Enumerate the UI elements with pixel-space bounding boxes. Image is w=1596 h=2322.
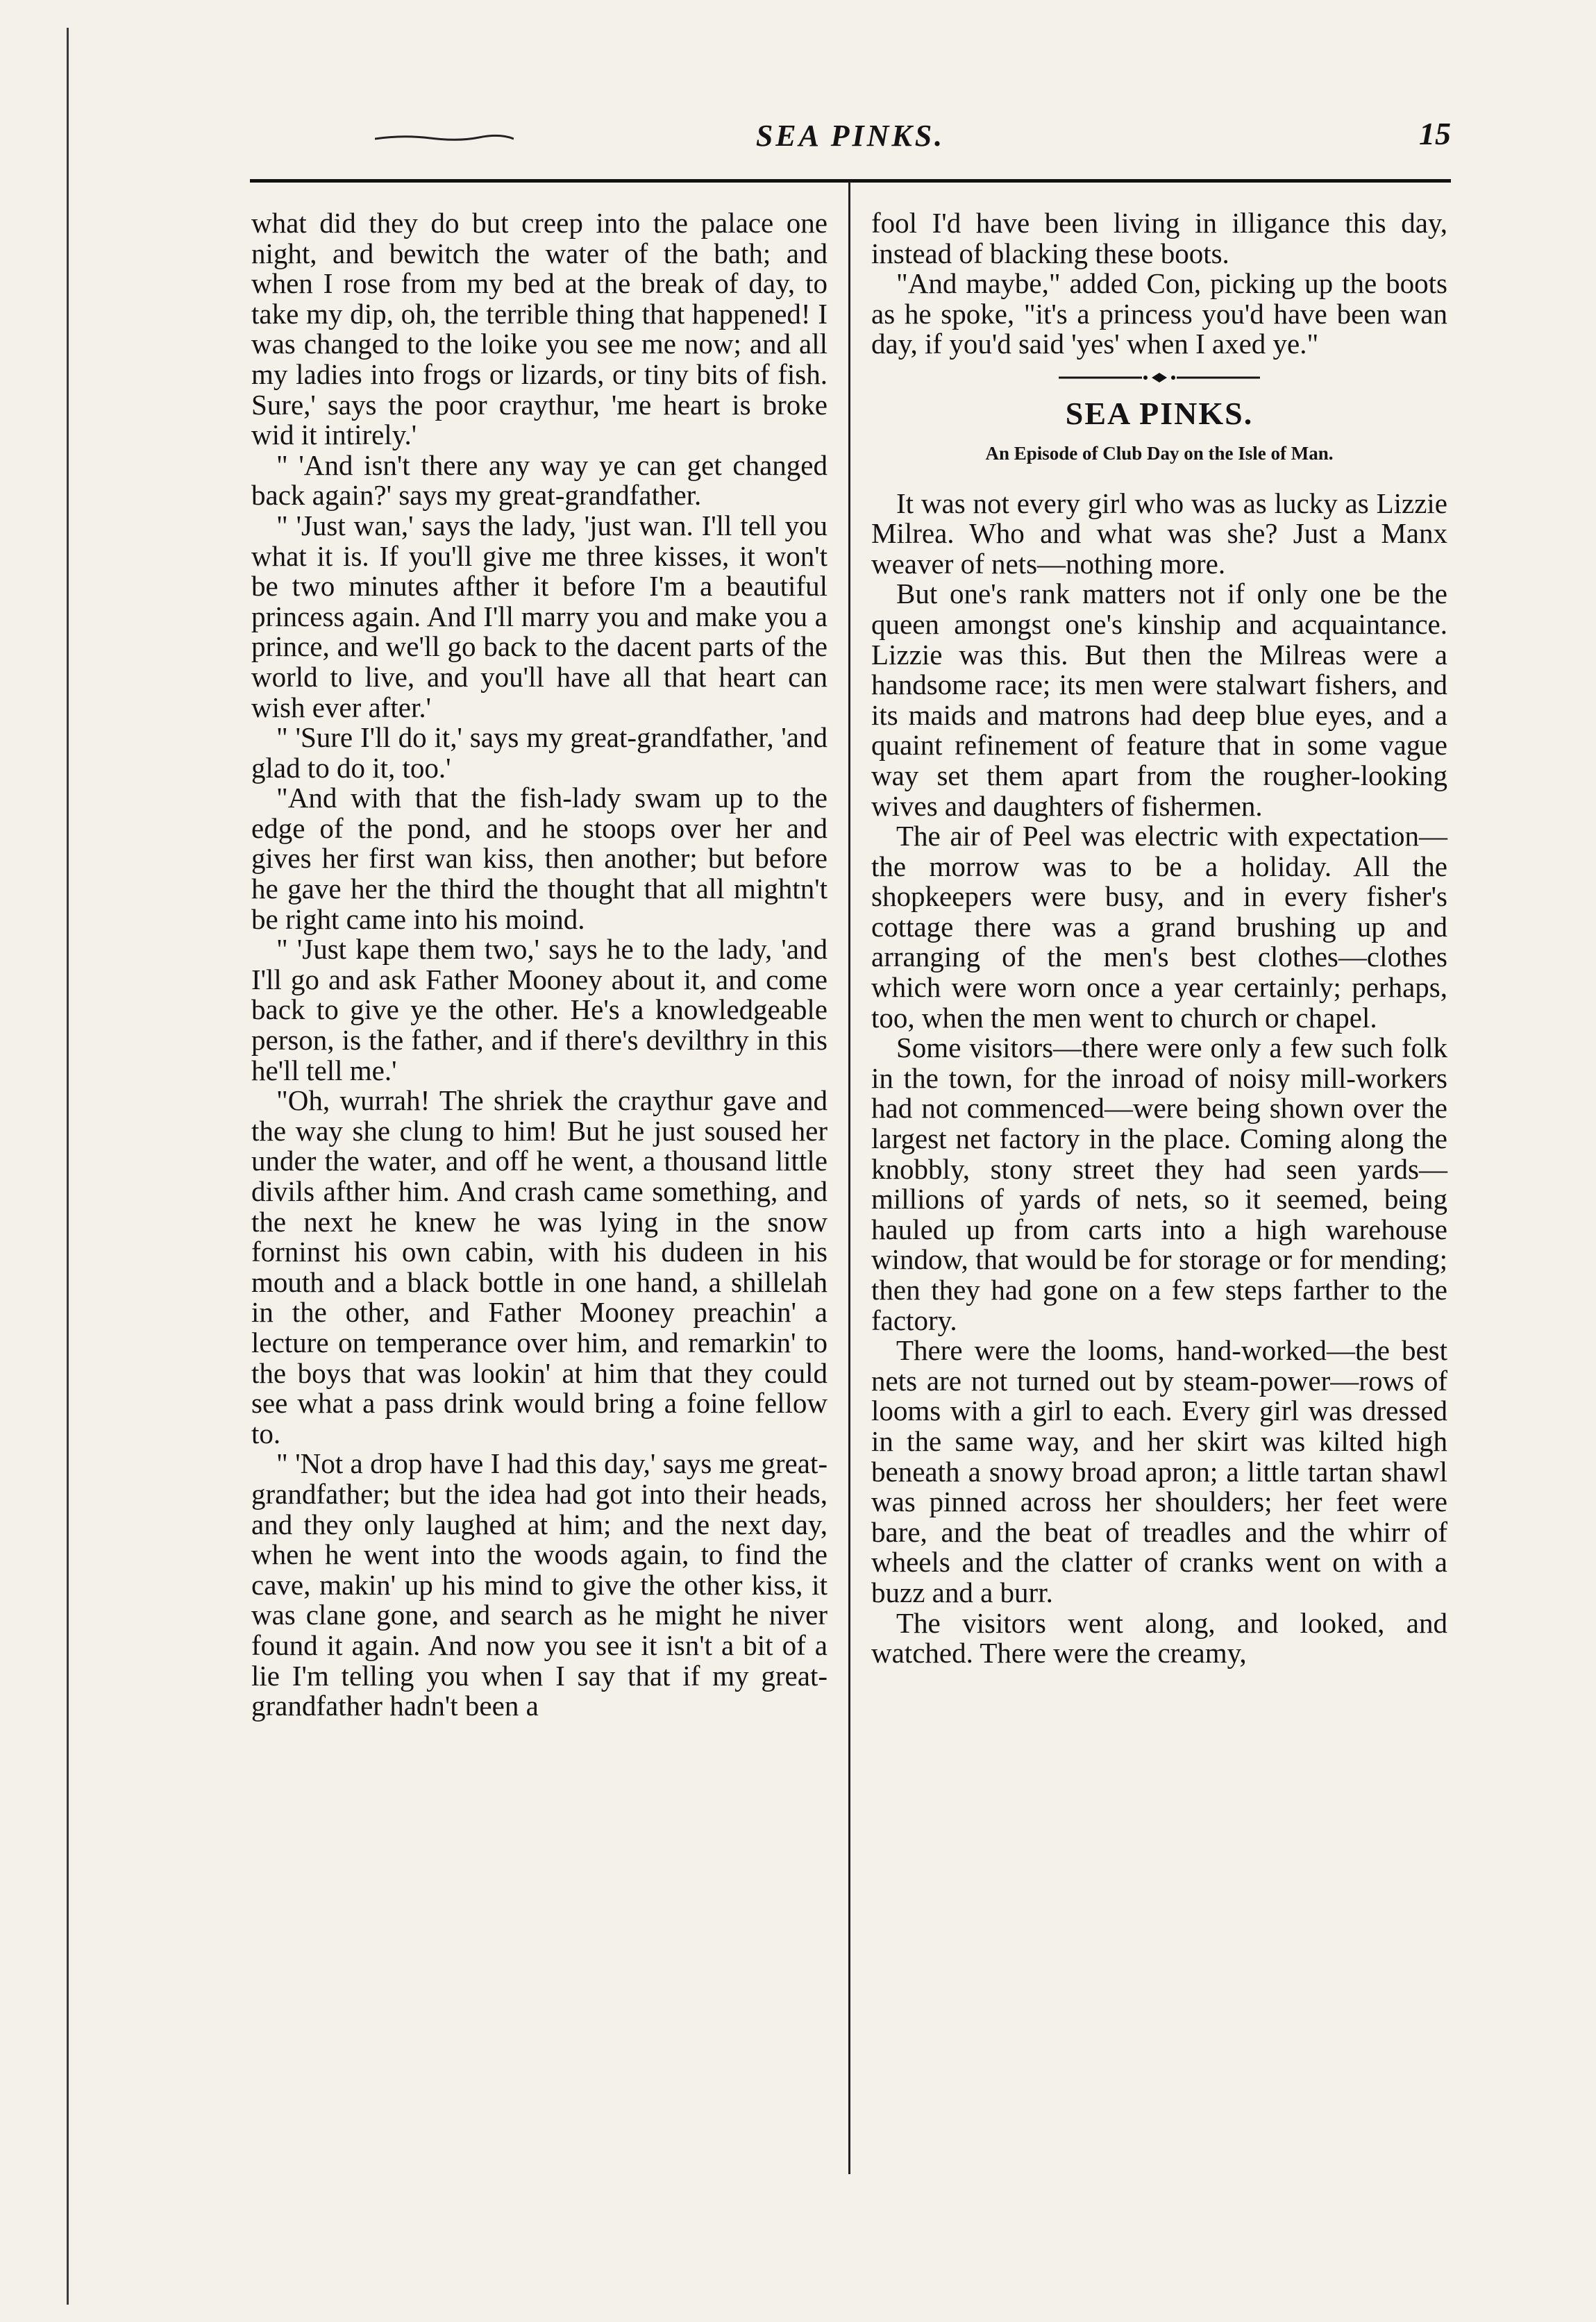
paragraph: It was not every girl who was as lucky as Lizzie Milrea. Who and what was she? Just a Manx weaver of nets—nothing more. xyxy=(871,487,1447,580)
column-divider xyxy=(848,182,850,2174)
paragraph: The visitors went along, and looked, and watched. There were the creamy, xyxy=(871,1606,1447,1669)
paragraph: "And maybe," added Con, picking up the boots as he spoke, "it's a princess you'd have been wan day, if you'd said 'yes' when I axed ye." xyxy=(871,267,1447,360)
paragraph: " 'Not a drop have I had this day,' says me great-grandfather; but the idea had got into their heads, and they only laughed at him; and the next day, when he went into the woods again, to find the cave, makin' up his mind to give the other kiss, it was clane gone, and search as he might he niver found it again. And now you see it isn't a bit of a lie I'm telling you when I say that if my great-grandfather hadn't been a xyxy=(251,1447,828,1722)
paragraph: " 'Just wan,' says the lady, 'just wan. I'll tell you what it is. If you'll give me three kisses, it won't be two minutes afther it before I'm a beautiful princess again. And I'll marry you and make you a prince, and we'll go back to the dacent parts of the world to live, and you'll have all that heart can wish ever after.' xyxy=(251,509,828,723)
paragraph: But one's rank matters not if only one be the queen amongst one's kinship and acquaintance. Lizzie was this. But then the Milreas were a handsome race; its men were stalwart fishers, and its maids and matrons had deep blue eyes, and a quaint refinement of feature that in some vague way set them apart from the rougher-looking wives and daughters of fishermen. xyxy=(871,578,1447,822)
left-column xyxy=(251,208,828,2194)
binding-margin-line xyxy=(67,28,69,2305)
paragraph: The air of Peel was electric with expectation—the morrow was to be a holiday. All the shopkeepers were busy, and in every fisher's cottage there was a grand brushing up and arranging of the men's best clothes—clothes which were worn once a year certainly; perhaps, too, when the men went to church or chapel. xyxy=(871,820,1447,1034)
article-subtitle: An Episode of Club Day on the Isle of Man. xyxy=(985,442,1334,464)
right-column xyxy=(871,208,1447,2194)
paragraph: " 'And isn't there any way ye can get changed back again?' says my great-grandfather. xyxy=(251,448,828,512)
paragraph: " 'Just kape them two,' says he to the lady, 'and I'll go and ask Father Mooney about it, and come back to give ye the other. He's a knowledgeable person, is the father, and if there's devilthry in this he'll tell me.' xyxy=(251,933,828,1086)
paragraph: " 'Sure I'll do it,' says my great-grandfather, 'and glad to do it, too.' xyxy=(251,721,828,784)
paragraph: fool I'd have been living in illigance this day, instead of blacking these boots. xyxy=(871,207,1447,269)
paragraph: "Oh, wurrah! The shriek the craythur gave and the way she clung to him! But he just soused her under the water, and off he went, a thousand little divils afther him. And crash came something, and the next he knew he was lying in the snow forninst his own cabin, with his dudeen in his mouth and a black bottle in one hand, a shillelah in the other, and Father Mooney preachin' a lecture on temperance over him, and remarkin' to the boys that was lookin' at him that they could see what a pass drink would bring a foine fellow to. xyxy=(251,1084,828,1449)
paragraph: "And with that the fish-lady swam up to the edge of the pond, and he stoops over her and gives her first wan kiss, then another; but before he gave her the third the thought that all mightn't be right came into his moind. xyxy=(251,782,828,935)
section-divider-ornament xyxy=(1059,372,1260,383)
paragraph: There were the looms, hand-worked—the best nets are not turned out by steam-power—rows of looms with a girl to each. Every girl was dressed in the same way, and her skirt was kilted high beneath a snowy broad apron; a little tartan shawl was pinned across her shoulders; her feet were bare, and the beat of treadles and the whirr of wheels and the clatter of cranks went on with a buzz and a burr. xyxy=(871,1334,1447,1608)
article-title: SEA PINKS. xyxy=(1065,395,1254,431)
running-title: SEA PINKS. xyxy=(755,119,946,153)
header-rule xyxy=(250,179,1451,183)
paragraph: Some visitors—there were only a few such folk in the town, for the inroad of noisy mill-workers had not commenced—were being shown over the largest net factory in the place. Coming along the knobbly, stony street they had seen yards—millions of yards of nets, so it seemed, being hauled up from carts into a high warehouse window, that would be for storage or for mending; then they had gone on a few steps farther to the factory. xyxy=(871,1032,1447,1336)
page-number: 15 xyxy=(1419,116,1451,151)
paragraph: what did they do but creep into the palace one night, and bewitch the water of the bath; and when I rose from my bed at the break of day, to take my dip, oh, the terrible thing that happened! I was changed to the loike you see me now; and all my ladies into frogs or lizards, or tiny bits of fish. Sure,' says the poor craythur, 'me heart is broke wid it intirely.' xyxy=(251,207,828,451)
page-header xyxy=(250,110,1451,172)
